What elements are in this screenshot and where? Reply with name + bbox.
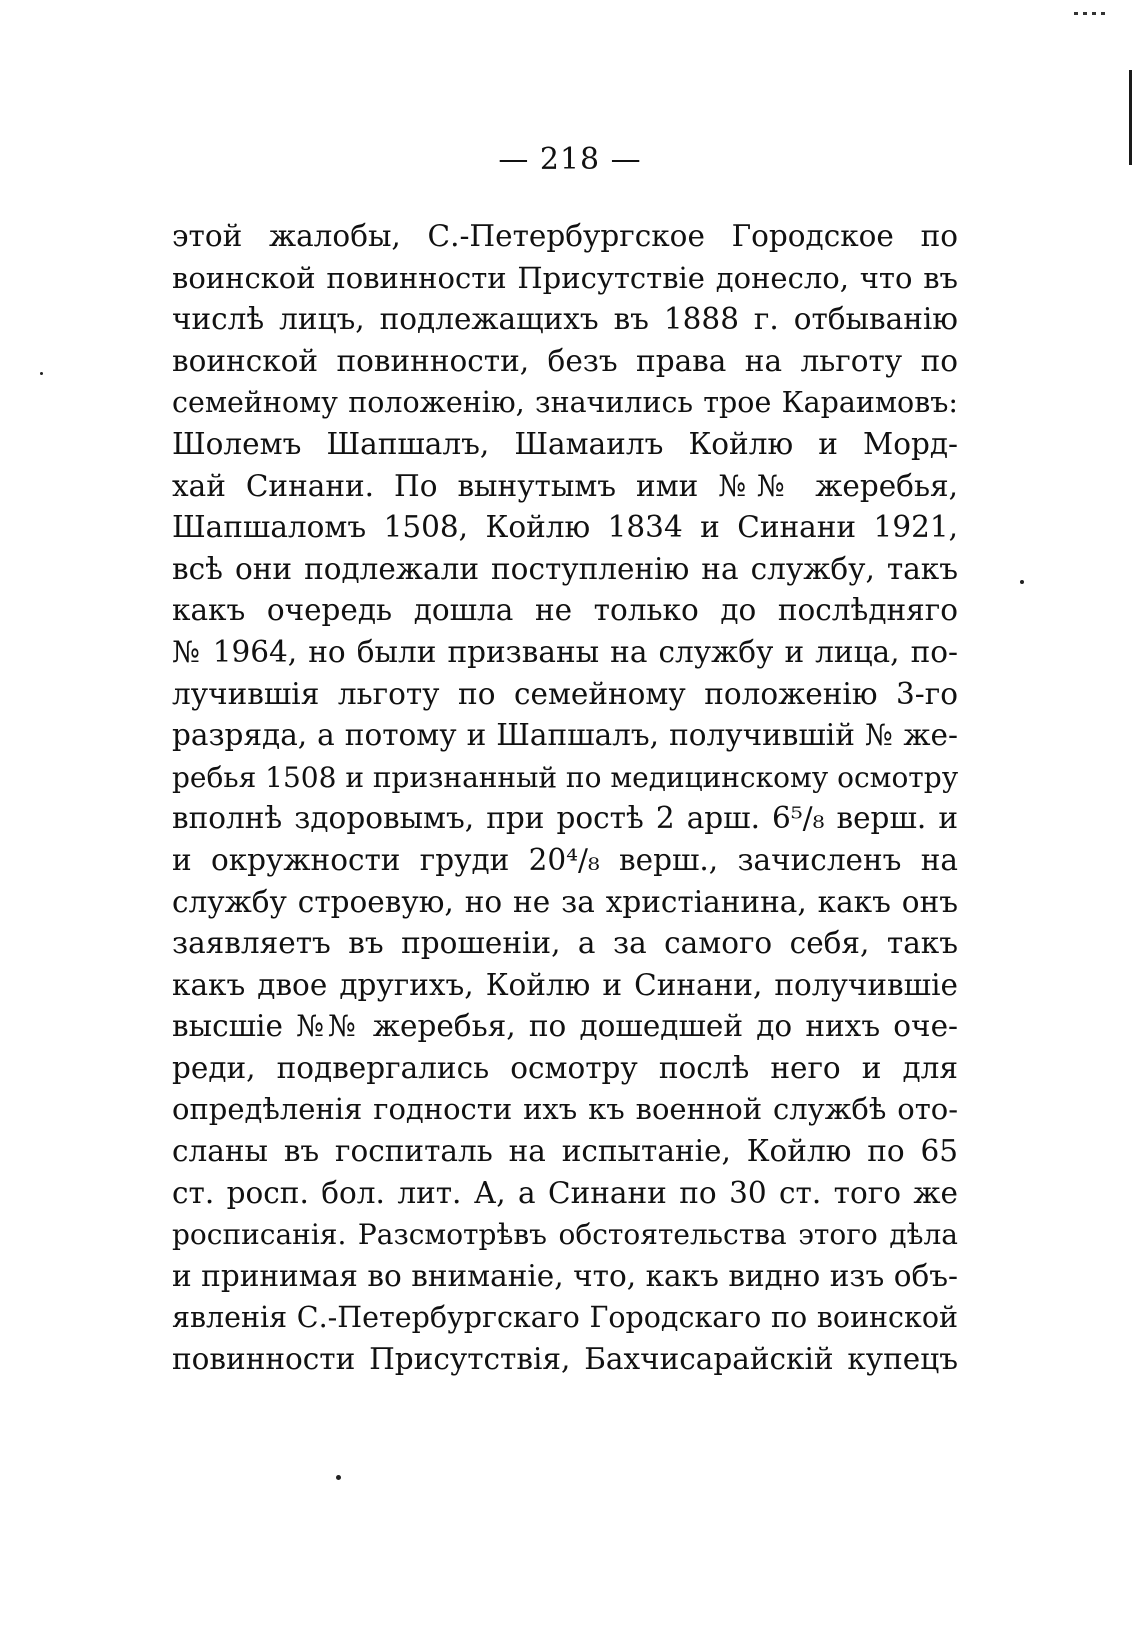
- text-line: № 1964, но были призваны на службу и лица, по-: [172, 634, 958, 669]
- text-line: числѣ лицъ, подлежащихъ въ 1888 г. отбыванію: [172, 302, 958, 337]
- ink-speck: [40, 372, 43, 375]
- text-line: какъ очередь дошла не только до послѣдняго: [172, 593, 958, 628]
- text-line: повинности Присутствія, Бахчисарайскій купецъ: [172, 1342, 958, 1377]
- text-line: лучившія льготу по семейному положенію 3-го: [172, 676, 958, 711]
- text-line: Шапшаломъ 1508, Койлю 1834 и Синани 1921,: [172, 510, 958, 545]
- text-line: хай Синани. По вынутымъ ими №№ жеребья,: [172, 468, 958, 503]
- text-line: воинской повинности Присутствіе донесло, что въ: [172, 260, 958, 295]
- text-line: вполнѣ здоровымъ, при ростѣ 2 арш. 6⁵/₈ верш. и: [172, 801, 958, 836]
- text-line: Шолемъ Шапшалъ, Шамаилъ Койлю и Морд-: [172, 426, 958, 461]
- text-line: воинской повинности, безъ права на льготу по: [172, 343, 958, 378]
- text-line: высшіе №№ жеребья, по дошедшей до нихъ оче-: [172, 1009, 958, 1044]
- page-number: — 218 —: [498, 142, 642, 177]
- ink-speck: [1020, 580, 1024, 584]
- text-line: всѣ они подлежали поступленію на службу, такъ: [172, 551, 958, 586]
- text-line: явленія С.-Петербургскаго Городскаго по воинской: [172, 1301, 958, 1335]
- text-line: службу строевую, но не за христіанина, какъ онъ: [172, 884, 958, 919]
- text-line: ст. росп. бол. лит. А, а Синани по 30 ст. того же: [172, 1175, 958, 1210]
- text-line: и принимая во вниманіе, что, какъ видно изъ объ-: [172, 1258, 958, 1293]
- text-line: разряда, а потому и Шапшалъ, получившій № же-: [172, 718, 958, 753]
- body-text: [172, 216, 958, 1381]
- text-line: реди, подвергались осмотру послѣ него и для: [172, 1050, 958, 1085]
- text-line: заявляетъ въ прошеніи, а за самого себя, такъ: [172, 926, 958, 961]
- text-line: ребья 1508 и признанный по медицинскому осмотру: [172, 760, 958, 794]
- text-line: какъ двое другихъ, Койлю и Синани, получившіе: [172, 967, 958, 1002]
- text-line: и окружности груди 20⁴/₈ верш., зачисленъ на: [172, 842, 958, 877]
- text-line: этой жалобы, С.-Петербургское Городское по: [172, 219, 958, 253]
- text-line: семейному положенію, значились трое Караимовъ:: [172, 386, 958, 420]
- ink-speck: [336, 1475, 341, 1480]
- edge-specks: [1074, 0, 1134, 14]
- text-line: росписанія. Разсмотрѣвъ обстоятельства этого дѣла: [172, 1218, 958, 1252]
- text-line: опредѣленія годности ихъ къ военной службѣ ото-: [172, 1092, 958, 1127]
- text-line: сланы въ госпиталь на испытаніе, Койлю по 65: [172, 1134, 958, 1169]
